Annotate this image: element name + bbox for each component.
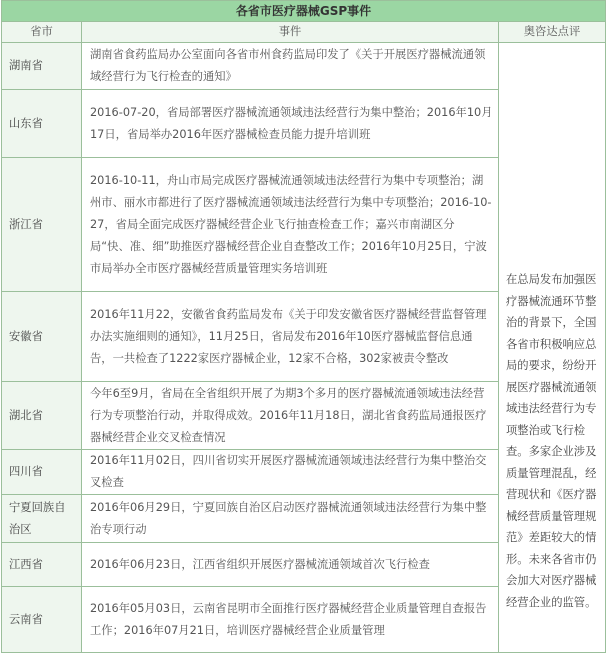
province-cell: 山东省 — [2, 90, 82, 158]
header-province: 省市 — [2, 22, 82, 43]
event-cell: 湖南省食药监局办公室面向各省市州食药监局印发了《关于开展医疗器械流通领域经营行为飞行检查的通知》 — [82, 43, 499, 90]
province-cell: 浙江省 — [2, 158, 82, 292]
event-cell: 今年6至9月，省局在全省组织开展了为期3个多月的医疗器械流通领域违法经营行为专项整治行动，并取得成效。2016年11月18日，湖北省食药监局通报医疗器械经营企业交叉检查情况 — [82, 382, 499, 450]
table-row — [2, 43, 606, 90]
province-cell: 云南省 — [2, 587, 82, 653]
event-cell: 2016年06月29日，宁夏回族自治区启动医疗器械流通领域违法经营行为集中整治专项行动 — [82, 495, 499, 543]
event-cell: 2016年11月02日，四川省切实开展医疗器械流通领域违法经营行为集中整治交叉检查 — [82, 450, 499, 495]
province-cell: 宁夏回族自治区 — [2, 495, 82, 543]
event-cell: 2016-10-11，舟山市局完成医疗器械流通领域违法经营行为集中专项整治；湖州市、丽水市都进行了医疗器械流通领域违法经营行为集中专项整治；2016-10-27，省局全面完成医疗器械经营企业飞行抽查检查工作；嘉兴市南湖区分局“快、准、细”助推医疗器械经营企业自查整改工作；2016年10月25日，宁波市局举办全市医疗器械经营质量管理实务培训班 — [82, 158, 499, 292]
province-cell: 湖北省 — [2, 382, 82, 450]
province-cell: 四川省 — [2, 450, 82, 495]
event-cell: 2016年05月03日，云南省昆明市全面推行医疗器械经营企业质量管理自查报告工作；2016年07月21日，培训医疗器械经营企业质量管理 — [82, 587, 499, 653]
comment-cell — [499, 43, 606, 653]
header-event: 事件 — [82, 22, 499, 43]
comment-text: 在总局发布加强医疗器械流通环节整治的背景下，全国各省市积极响应总局的要求，纷纷开展医疗器械流通领域违法经营行为专项整治或飞行检查。多家企业涉及质量管理混乱，经营现状和《医疗器械经营质量管理规范》差距较大的情形。未来各省市仍会加大对医疗器械经营企业的监管。 — [506, 273, 597, 609]
header-comment: 奥咨达点评 — [499, 22, 606, 43]
title-row — [2, 1, 606, 22]
province-cell: 安徽省 — [2, 292, 82, 382]
event-cell: 2016-07-20，省局部署医疗器械流通领域违法经营行为集中整治；2016年10月17日，省局举办2016年医疗器械检查员能力提升培训班 — [82, 90, 499, 158]
header-row — [2, 22, 606, 43]
table-title: 各省市医疗器械GSP事件 — [2, 1, 606, 22]
event-cell: 2016年06月23日，江西省组织开展医疗器械流通领域首次飞行检查 — [82, 543, 499, 587]
gsp-events-table — [1, 0, 606, 653]
province-cell: 江西省 — [2, 543, 82, 587]
event-cell: 2016年11月22，安徽省食药监局发布《关于印发安徽省医疗器械经营监督管理办法实施细则的通知》，11月25日，省局发布2016年10医疗器械监督信息通告，一共检查了1222家医疗器械企业，12家不合格，302家被责令整改 — [82, 292, 499, 382]
province-cell: 湖南省 — [2, 43, 82, 90]
